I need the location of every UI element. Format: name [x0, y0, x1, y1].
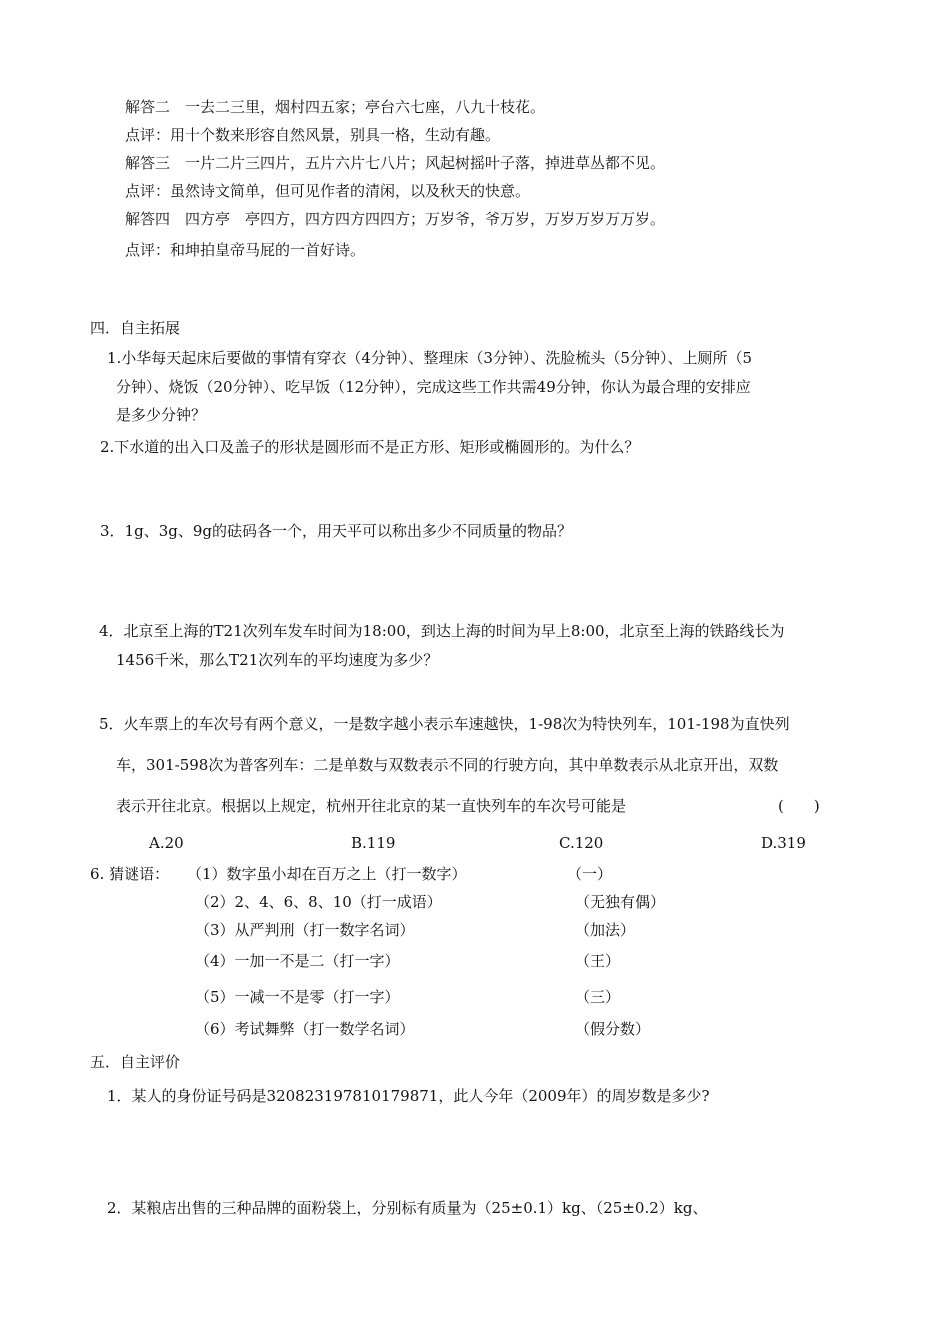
riddle-4-answer: （王） — [575, 952, 621, 970]
s5-q1-line: 1．某人的身份证号码是320823197810179871，此人今年（2009年）的周岁数是多少? — [107, 1087, 710, 1105]
riddle-2-answer: （无独有偶） — [575, 893, 666, 911]
riddle-4-question: （4）一加一不是二（打一字） — [195, 952, 400, 970]
answer-4-line: 解答四 四方亭 亭四方，四方四方四四方；万岁爷，爷万岁，万岁万岁万万岁。 — [125, 210, 666, 228]
riddle-5-question: （5）一减一不是零（打一字） — [195, 988, 400, 1006]
q6-label: 6. 猜谜语： — [90, 865, 170, 883]
comment-3-line: 点评：虽然诗文简单，但可见作者的清闲，以及秋天的快意。 — [125, 182, 531, 200]
section-5-heading: 五．自主评价 — [90, 1053, 181, 1071]
q1-line-1: 1.小华每天起床后要做的事情有穿衣（4分钟）、整理床（3分钟）、洗脸梳头（5分钟）、上厕所（5 — [107, 349, 752, 367]
q5-line-3: 表示开往北京。根据以上规定，杭州开往北京的某一直快列车的车次号可能是 — [116, 797, 627, 815]
q5-option-d: D.319 — [761, 834, 806, 852]
riddle-5-answer: （三） — [575, 988, 621, 1006]
comment-4-line: 点评：和坤拍皇帝马屁的一首好诗。 — [125, 241, 366, 259]
riddle-3-answer: （加法） — [575, 921, 636, 939]
riddle-6-question: （6）考试舞弊（打一数学名词） — [195, 1020, 415, 1038]
riddle-3-question: （3）从严判刑（打一数字名词） — [195, 921, 415, 939]
q5-answer-blank: ( ) — [778, 797, 820, 815]
q5-option-a: A.20 — [149, 834, 184, 852]
q5-option-b: B.119 — [351, 834, 396, 852]
q5-line-1: 5．火车票上的车次号有两个意义，一是数字越小表示车速越快，1-98次为特快列车，101-198为直快列 — [99, 715, 790, 733]
comment-2-line: 点评：用十个数来形容自然风景，别具一格，生动有趣。 — [125, 126, 501, 144]
q5-line-2: 车，301-598次为普客列车：二是单数与双数表示不同的行驶方向，其中单数表示从北京开出，双数 — [116, 756, 779, 774]
q4-line-2: 1456千米，那么T21次列车的平均速度为多少？ — [116, 651, 439, 669]
s5-q2-line: 2．某粮店出售的三种品牌的面粉袋上，分别标有质量为（25±0.1）kg、（25±0.2）kg、 — [107, 1199, 708, 1217]
q4-line-1: 4．北京至上海的T21次列车发车时间为18:00，到达上海的时间为早上8:00，北京至上海的铁路线长为 — [99, 622, 785, 640]
riddle-2-question: （2）2、4、6、8、10（打一成语） — [195, 893, 442, 911]
riddle-1-answer: （一） — [567, 865, 613, 883]
q3-line: 3．1g、3g、9g的砝码各一个，用天平可以称出多少不同质量的物品？ — [100, 522, 572, 540]
q1-line-3: 是多少分钟？ — [116, 406, 207, 424]
riddle-6-answer: （假分数） — [575, 1020, 651, 1038]
answer-2-line: 解答二 一去二三里，烟村四五家；亭台六七座，八九十枝花。 — [125, 98, 546, 116]
q1-line-2: 分钟）、烧饭（20分钟）、吃早饭（12分钟），完成这些工作共需49分钟，你认为最合理的安排应 — [116, 378, 751, 396]
section-4-heading: 四．自主拓展 — [90, 319, 181, 337]
q2-line: 2.下水道的出入口及盖子的形状是圆形而不是正方形、矩形或椭圆形的。为什么？ — [100, 438, 640, 456]
answer-3-line: 解答三 一片二片三四片，五片六片七八片；风起树摇叶子落，掉进草丛都不见。 — [125, 154, 666, 172]
riddle-1-question: （1）数字虽小却在百万之上（打一数字） — [187, 865, 467, 883]
q5-option-c: C.120 — [559, 834, 604, 852]
